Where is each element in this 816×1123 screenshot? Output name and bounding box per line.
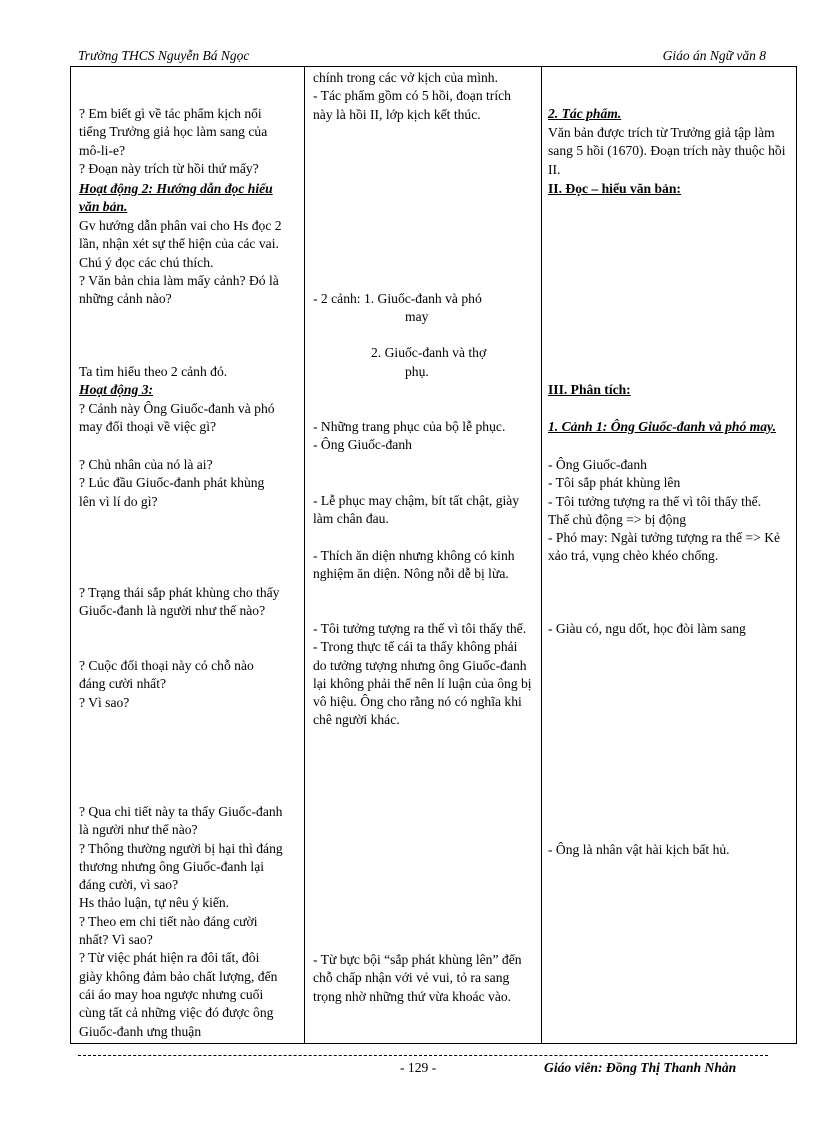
- col1-question-state: ? Trạng thái sắp phát khùng cho thấy Giuốc-đanh là người như thế nào?: [79, 585, 280, 619]
- scene-1-heading: 1. Cảnh 1: Ông Giuốc-đanh và phó may.: [548, 419, 776, 434]
- col2-reason: - Lễ phục may chậm, bít tất chật, giày làm chân đau.: [313, 493, 520, 527]
- col1-question-dialogue: ? Cảnh này Ông Giuốc-đanh và phó may đối thoại về việc gì?: [79, 401, 275, 435]
- col2-scene-2: 2. Giuốc-đanh và thợ: [371, 345, 487, 360]
- col2-imagination: - Tôi tưởng tượng ra thế vì tôi thấy thế. - Trong thực tế cái ta thấy không phải do tưởng tượng nhưng ông Giuốc-đanh lại không phải thế nên lí luận của ông bị vô hiệu. Ông cho rằng nó có nghĩa khi chê người khác.: [313, 621, 532, 728]
- activity-3-heading: Hoạt động 3:: [79, 382, 154, 397]
- header-school: Trường THCS Nguyễn Bá Ngọc: [78, 48, 250, 63]
- col3-scene-1-notes: - Ông Giuốc-đanh - Tôi sắp phát khùng lên - Tôi tưởng tượng ra thế vì tôi thấy thế. Thế chủ động => bị động - Phó may: Ngài tưởng tượng ra thế => Kẻ xảo trá, vụng chèo khéo chống.: [548, 457, 781, 564]
- col1-question-funny: ? Cuộc đối thoại này có chỗ nào đáng cười nhất? ? Vì sao?: [79, 658, 254, 710]
- notes-column: [542, 67, 797, 1044]
- col2-work-info: chính trong các vở kịch của mình. - Tác phẩm gồm có 5 hồi, đoạn trích này là hồi II, lớp kịch kết thúc.: [313, 70, 511, 122]
- header-subject: Giáo án Ngữ văn 8: [662, 48, 766, 63]
- col2-scene-1: - 2 cảnh: 1. Giuốc-đanh và phó: [313, 291, 482, 306]
- lesson-table: [70, 66, 797, 1044]
- section-work-heading: 2. Tác phẩm.: [548, 106, 622, 121]
- col1-question-detail: ? Qua chi tiết này ta thấy Giuốc-đanh là người như thế nào? ? Thông thường người bị hại thì đáng thương nhưng ông Giuốc-đanh lại đáng cười, vì sao? Hs thảo luận, tự nêu ý kiến. ? Theo em chi tiết nào đáng cười nhất? Vì sao? ? Từ việc phát hiện ra đôi tất, đôi giày không đảm bảo chất lượng, đến cái áo may hoa ngược nhưng cuối cùng tất cả những việc đó được ông Giuốc-đanh ưng thuận: [79, 804, 283, 1039]
- section-analysis-title: III. Phân tích:: [548, 382, 631, 397]
- col1-scene-intro: Ta tìm hiểu theo 2 cảnh đó.: [79, 364, 228, 379]
- activity-2-heading: Hoạt động 2: Hướng dẫn đọc hiểu văn bản.: [79, 181, 273, 215]
- teacher-student-activity-column: [71, 67, 305, 1044]
- section-reading-title: II. Đọc – hiểu văn bản:: [548, 181, 681, 196]
- content-column: [305, 67, 542, 1044]
- col1-reading-guide: Gv hướng dẫn phân vai cho Hs đọc 2 lần, nhận xét sự thể hiện của các vai. Chú ý đọc các chú thích. ? Văn bản chia làm mấy cảnh? Đó là những cảnh nào?: [79, 218, 282, 307]
- col2-scene-2-cont: phụ.: [405, 364, 429, 379]
- footer-divider: [78, 1055, 768, 1056]
- col1-question-owner: ? Chủ nhân của nó là ai? ? Lúc đầu Giuốc-đanh phát khùng lên vì lí do gì?: [79, 457, 265, 509]
- section-reading-heading: [548, 180, 788, 198]
- col2-character: - Thích ăn diện nhưng không có kinh nghiệm ăn diện. Nông nỗi dễ bị lừa.: [313, 548, 515, 582]
- col3-rich-ignorant: - Giàu có, ngu dốt, học đòi làm sang: [548, 621, 746, 636]
- teacher-name: Giáo viên: Đồng Thị Thanh Nhàn: [544, 1060, 737, 1075]
- section-analysis-heading: [548, 381, 788, 399]
- col3-work-text: Văn bản được trích từ Trưởng giả tập làm sang 5 hồi (1670). Đoạn trích này thuộc hồi II.: [548, 125, 786, 177]
- col3-comic-character: - Ông là nhân vật hài kịch bất hủ.: [548, 842, 730, 857]
- col2-scene-1-cont: may: [405, 309, 429, 324]
- page-number: - 129 -: [400, 1060, 437, 1075]
- col1-questions-intro: ? Em biết gì về tác phẩm kịch nổi tiếng Trưởng giả học làm sang của mô-li-e? ? Đoạn này trích từ hồi thứ mấy?: [79, 106, 268, 176]
- col2-costume: - Những trang phục của bộ lễ phục. - Ông Giuốc-đanh: [313, 419, 506, 453]
- col2-acceptance: - Từ bực bội “sắp phát khùng lên” đến chỗ chấp nhận với vẻ vui, tỏ ra sang trọng nhờ những thứ vừa khoác vào.: [313, 952, 522, 1004]
